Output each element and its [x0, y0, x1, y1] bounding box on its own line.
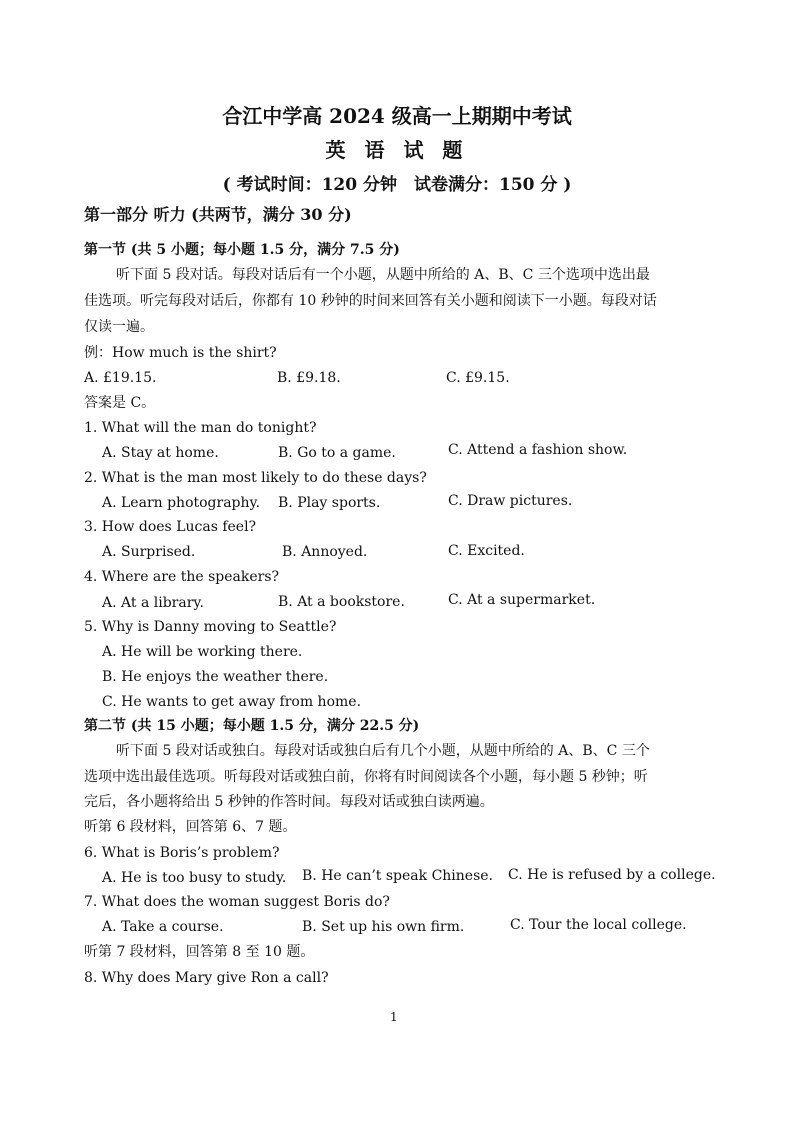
- section1-instruction-line: 仅读一遍。: [84, 319, 154, 335]
- example-answer: 答案是 C。: [84, 395, 156, 411]
- exam-info: ( 考试时间：120 分钟 试卷满分：150 分 ): [222, 175, 572, 195]
- question-1: 1. What will the man do tonight?: [84, 420, 317, 436]
- question-5: 5. Why is Danny moving to Seattle?: [84, 619, 337, 635]
- exam-subtitle: 英 语 试 题: [325, 138, 469, 162]
- q3-option-c: C. Excited.: [448, 543, 525, 559]
- question-4: 4. Where are the speakers?: [84, 569, 280, 585]
- section1-instruction-line: 佳选项。听完每段对话后，你都有 10 秒钟的时间来回答有关小题和阅读下一小题。每段对话: [84, 293, 657, 309]
- q1-option-b: B. Go to a game.: [278, 445, 396, 461]
- q5-option-a: A. He will be working there.: [102, 644, 303, 660]
- page-number: 1: [390, 1010, 398, 1024]
- q4-option-b: B. At a bookstore.: [278, 594, 405, 610]
- q5-option-c: C. He wants to get away from home.: [102, 694, 362, 710]
- section1-heading: 第一节 (共 5 小题；每小题 1.5 分，满分 7.5 分): [84, 242, 400, 258]
- section2-instruction-line: 选项中选出最佳选项。听每段对话或独白前，你将有时间阅读各个小题，每小题 5 秒钟；听: [84, 769, 648, 785]
- question-6: 6. What is Boris’s problem?: [84, 845, 280, 861]
- q2-option-c: C. Draw pictures.: [448, 493, 573, 509]
- question-2: 2. What is the man most likely to do these days?: [84, 470, 427, 486]
- q7-option-a: A. Take a course.: [102, 919, 224, 935]
- q7-option-b: B. Set up his own firm.: [302, 919, 465, 935]
- q5-option-b: B. He enjoys the weather there.: [102, 669, 329, 685]
- q7-option-c: C. Tour the local college.: [510, 917, 687, 933]
- section1-instruction-line: 听下面 5 段对话。每段对话后有一个小题，从题中所给的 A、B、C 三个选项中选出最: [116, 267, 650, 283]
- section2-heading: 第二节 (共 15 小题；每小题 1.5 分，满分 22.5 分): [84, 718, 420, 734]
- question-8: 8. Why does Mary give Ron a call?: [84, 970, 329, 986]
- q2-option-b: B. Play sports.: [278, 495, 381, 511]
- example-option-c: C. £9.15.: [446, 370, 510, 386]
- question-7: 7. What does the woman suggest Boris do?: [84, 894, 390, 910]
- section2-instruction-line: 听下面 5 段对话或独白。每段对话或独白后有几个小题，从题中所给的 A、B、C 三个: [116, 743, 650, 759]
- q6-option-a: A. He is too busy to study.: [102, 870, 287, 886]
- q4-option-a: A. At a library.: [102, 595, 204, 611]
- q3-option-a: A. Surprised.: [102, 544, 196, 560]
- q2-option-a: A. Learn photography.: [102, 495, 261, 511]
- example-option-a: A. £19.15.: [84, 370, 157, 386]
- material-6-note: 听第 6 段材料，回答第 6、7 题。: [84, 819, 297, 835]
- q6-option-c: C. He is refused by a college.: [508, 867, 716, 883]
- part1-heading: 第一部分 听力 (共两节，满分 30 分): [84, 205, 352, 224]
- section2-instruction-line: 完后，各小题将给出 5 秒钟的作答时间。每段对话或独白读两遍。: [84, 794, 494, 810]
- question-3: 3. How does Lucas feel?: [84, 519, 257, 535]
- exam-title: 合江中学高 2024 级高一上期期中考试: [222, 104, 572, 128]
- example-option-b: B. £9.18.: [277, 370, 341, 386]
- q4-option-c: C. At a supermarket.: [448, 592, 596, 608]
- q3-option-b: B. Annoyed.: [282, 544, 368, 560]
- q1-option-c: C. Attend a fashion show.: [448, 442, 628, 458]
- q1-option-a: A. Stay at home.: [102, 445, 219, 461]
- material-7-note: 听第 7 段材料，回答第 8 至 10 题。: [84, 944, 315, 960]
- q6-option-b: B. He can’t speak Chinese.: [302, 868, 494, 884]
- example-question: 例：How much is the shirt?: [84, 345, 277, 361]
